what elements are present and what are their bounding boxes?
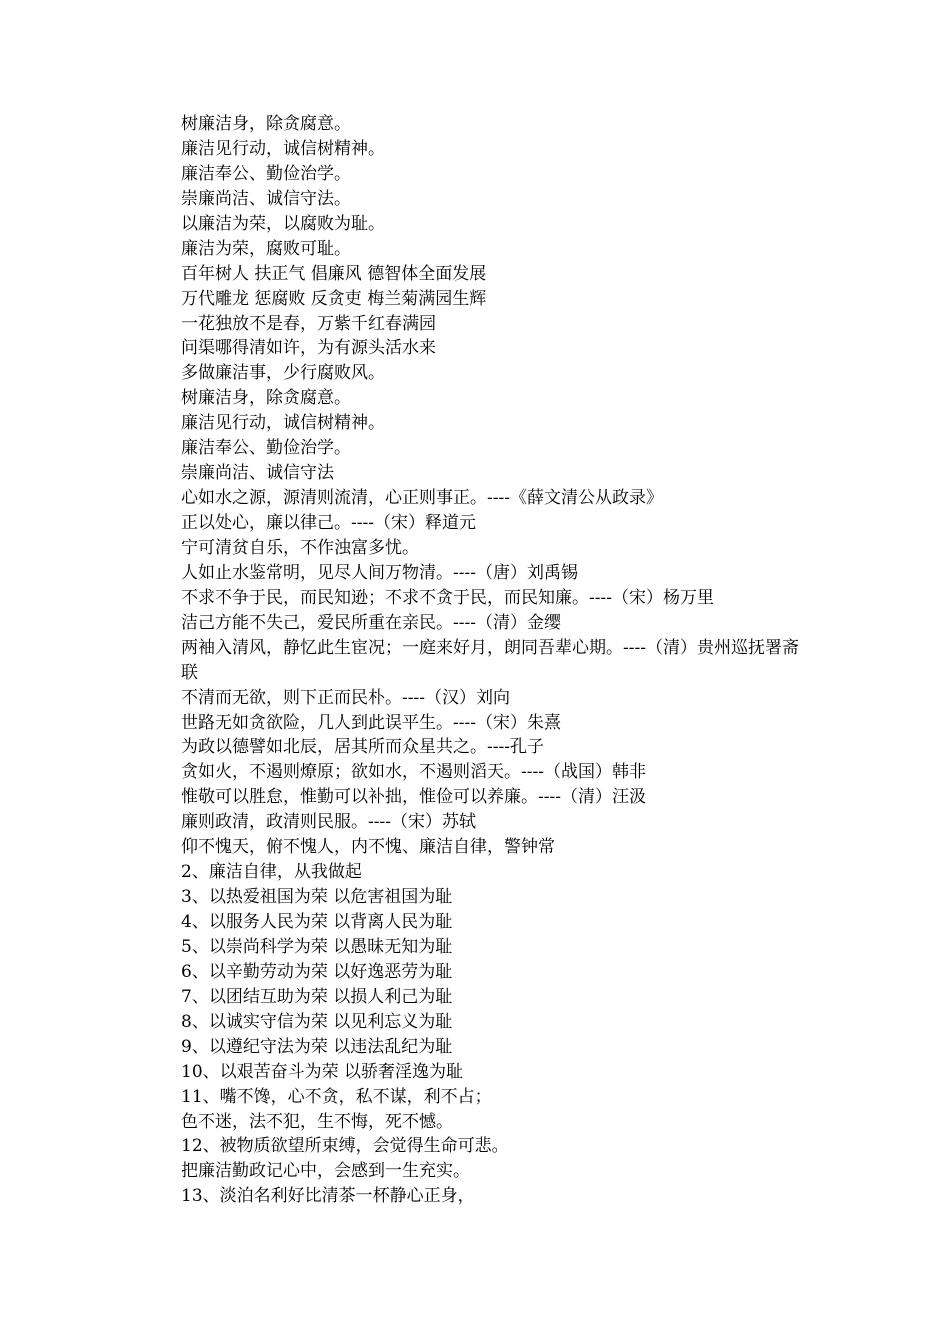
text-line: 树廉洁身，除贪腐意。 [181,388,351,409]
text-line: 以廉洁为荣，以腐败为耻。 [181,213,385,234]
text-line: 5、以崇尚科学为荣 以愚昧无知为耻 [181,936,453,957]
text-line: 廉洁奉公、勤俭治学。 [181,438,351,459]
text-line: 11、嘴不馋，心不贪，私不谋，利不占； [181,1086,492,1107]
text-line: 崇廉尚洁、诚信守法。 [181,188,351,209]
text-line: 问渠哪得清如许，为有源头活水来 [181,338,436,359]
text-line: 色不迷，法不犯，生不悔，死不憾。 [181,1111,453,1132]
text-line: 洁己方能不失己，爱民所重在亲民。----（清）金缨 [181,612,561,633]
text-line: 8、以诚实守信为荣 以见利忘义为耻 [181,1011,453,1032]
text-line: 多做廉洁事，少行腐败风。 [181,363,385,384]
text-line: 廉洁见行动，诚信树精神。 [181,413,385,434]
text-line: 一花独放不是春，万紫千红春满园 [181,313,436,334]
text-line: 把廉洁勤政记心中，会感到一生充实。 [181,1161,470,1182]
text-line: 仰不愧天，俯不愧人，内不愧、廉洁自律，警钟常 [181,837,555,858]
text-line: 不求不争于民，而民知逊；不求不贪于民，而民知廉。----（宋）杨万里 [181,587,714,608]
text-line: 不清而无欲，则下正而民朴。----（汉）刘向 [181,687,510,708]
text-line: 9、以遵纪守法为荣 以违法乱纪为耻 [181,1036,453,1057]
text-line: 7、以团结互助为荣 以损人利己为耻 [181,986,453,1007]
text-line: 12、被物质欲望所束缚，会觉得生命可悲。 [181,1136,509,1157]
text-line: 4、以服务人民为荣 以背离人民为耻 [181,912,453,933]
text-line: 贪如火，不遏则燎原；欲如水，不遏则滔天。----（战国）韩非 [181,762,646,783]
text-line: 世路无如贪欲险，几人到此误平生。----（宋）朱熹 [181,712,561,733]
text-line: 心如水之源，源清则流清，心正则事正。----《薛文清公从政录》 [181,488,663,509]
text-line: 10、以艰苦奋斗为荣 以骄奢淫逸为耻 [181,1061,464,1082]
text-line: 廉则政清，政清则民服。----（宋）苏轼 [181,812,476,833]
text-line: 惟敬可以胜怠，惟勤可以补拙，惟俭可以养廉。----（清）汪汲 [181,787,646,808]
text-line: 廉洁见行动，诚信树精神。 [181,138,385,159]
text-line: 13、淡泊名利好比清茶一杯静心正身， [181,1186,475,1207]
text-line: 两袖入清风，静忆此生宦况；一庭来好月，朗同吾辈心期。----（清）贵州巡抚署斋联 [181,637,799,683]
text-line: 正以处心，廉以律己。----（宋）释道元 [181,513,476,533]
text-line: 为政以德譬如北辰，居其所而众星共之。----孔子 [181,737,544,758]
text-line: 3、以热爱祖国为荣 以危害祖国为耻 [181,887,453,908]
text-line: 廉洁为荣，腐败可耻。 [181,238,351,259]
text-line: 6、以辛勤劳动为荣 以好逸恶劳为耻 [181,961,453,982]
text-line: 万代雕龙 惩腐败 反贪吏 梅兰菊满园生辉 [181,288,487,309]
text-line: 人如止水鉴常明，见尽人间万物清。----（唐）刘禹锡 [181,562,578,583]
text-line: 宁可清贫自乐，不作浊富多忧。 [181,537,419,558]
text-line: 树廉洁身，除贪腐意。 [181,114,351,134]
document-body [145,112,815,1209]
text-line: 廉洁奉公、勤俭治学。 [181,163,351,184]
text-line: 崇廉尚洁、诚信守法 [181,463,334,484]
text-line: 2、廉洁自律，从我做起 [181,862,362,883]
text-line: 百年树人 扶正气 倡廉风 德智体全面发展 [181,263,487,284]
